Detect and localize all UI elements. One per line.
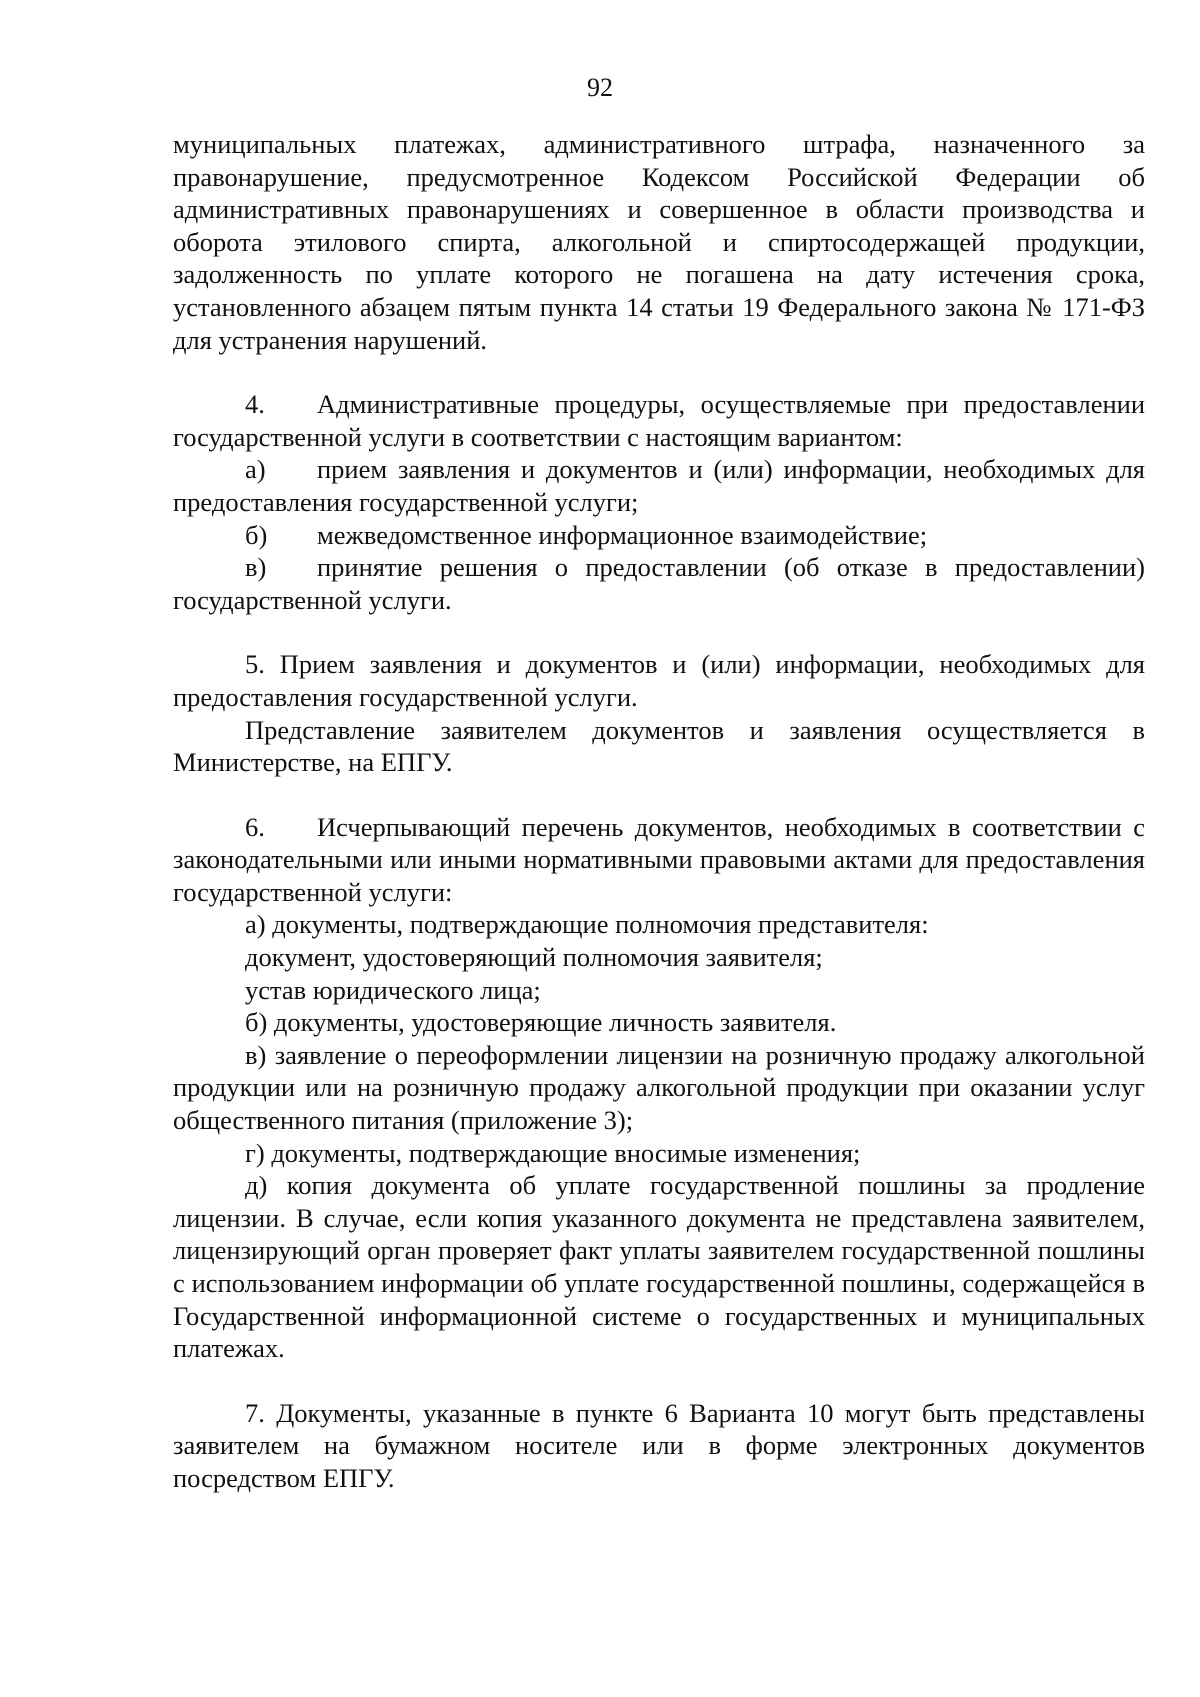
section-4-text: Административные процедуры, осуществляемые при предоставлении государственной услуги в соответствии с настоящим вариантом: bbox=[173, 389, 1145, 452]
section-6-item-a-2: устав юридического лица; bbox=[245, 974, 541, 1005]
section-6-item-d: д) копия документа об уплате государственной пошлины за продление лицензии. В случае, если копия указанного документа не представлена заявителем, лицензирующий орган проверяет факт уплаты заявителем государственной пошлины с использованием информации об уплате государственной пошлины, содержащейся в Государственной информационной системе о государственных и муниципальных платежах. bbox=[173, 1170, 1145, 1364]
paragraph-gap bbox=[173, 779, 1145, 811]
section-4-item-b bbox=[173, 519, 1145, 552]
section-4-heading bbox=[173, 388, 1145, 453]
item-marker: в) bbox=[245, 552, 267, 583]
section-6-item-a-1: документ, удостоверяющий полномочия заявителя; bbox=[245, 942, 823, 973]
item-text: принятие решения о предоставлении (об отказе в предоставлении) государственной услуги. bbox=[173, 552, 1145, 615]
section-6-item-v: в) заявление о переоформлении лицензии на розничную продажу алкогольной продукции или на розничную продажу алкогольной продукции при оказании услуг общественного питания (приложение 3); bbox=[173, 1039, 1145, 1136]
item-text: межведомственное информационное взаимодействие; bbox=[317, 519, 928, 550]
paragraph-gap bbox=[173, 356, 1145, 388]
section-5-text: Представление заявителем документов и заявления осуществляется в Министерстве, на ЕПГУ. bbox=[173, 714, 1145, 778]
section-6-item-a: а) документы, подтверждающие полномочия представителя: bbox=[245, 909, 929, 940]
paragraph-gap bbox=[173, 1365, 1145, 1397]
section-6-item-g: г) документы, подтверждающие вносимые изменения; bbox=[245, 1137, 861, 1168]
section-5-heading: 5. Прием заявления и документов и (или) информации, необходимых для предоставления государственной услуги. bbox=[173, 649, 1145, 712]
section-6-text: Исчерпывающий перечень документов, необходимых в соответствии с законодательными или иными нормативными правовыми актами для предоставления государственной услуги: bbox=[173, 811, 1145, 907]
page-number: 92 bbox=[587, 73, 613, 102]
item-marker: б) bbox=[245, 519, 268, 550]
section-6-item-b: б) документы, удостоверяющие личность заявителя. bbox=[245, 1007, 837, 1038]
section-4-item-a bbox=[173, 453, 1145, 518]
section-4-number: 4. bbox=[245, 389, 265, 420]
paragraph-continuation: муниципальных платежах, административного штрафа, назначенного за правонарушение, предусмотренное Кодексом Российской Федерации об административных правонарушениях и совершенное в области производства и оборота этилового спирта, алкогольной и спиртосодержащей продукции, задолженность по уплате которого не погашена на дату истечения срока, установленного абзацем пятым пункта 14 статьи 19 Федерального закона № 171-ФЗ для устранения нарушений. bbox=[173, 129, 1145, 355]
paragraph-gap bbox=[173, 616, 1145, 648]
item-text: прием заявления и документов и (или) информации, необходимых для предоставления государственной услуги; bbox=[173, 454, 1145, 517]
section-4-item-v bbox=[173, 551, 1145, 616]
section-6-number: 6. bbox=[245, 811, 265, 842]
section-6-heading bbox=[173, 811, 1145, 909]
document-body bbox=[173, 128, 1145, 1495]
item-marker: а) bbox=[245, 454, 266, 485]
section-7-text: 7. Документы, указанные в пункте 6 Варианта 10 могут быть представлены заявителем на бумажном носителе или в форме электронных документов посредством ЕПГУ. bbox=[173, 1397, 1145, 1493]
